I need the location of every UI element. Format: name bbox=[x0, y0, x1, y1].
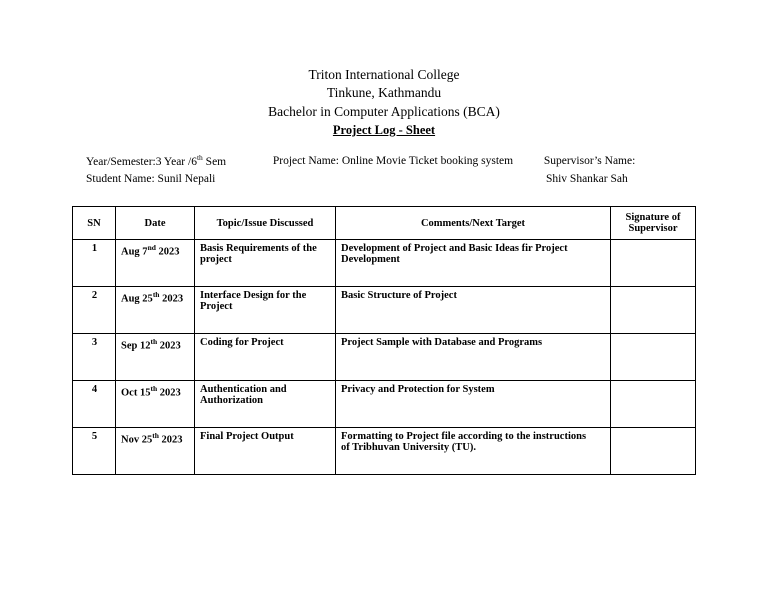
cell-comments-line1: Formatting to Project file according to the instructions bbox=[341, 431, 587, 443]
year-semester-tail: Sem bbox=[202, 155, 227, 168]
project-name: Project Name: Online Movie Ticket booking system bbox=[272, 155, 514, 168]
cell-sn: 5 bbox=[73, 428, 116, 475]
cell-comments bbox=[336, 428, 611, 475]
table-row bbox=[73, 334, 696, 381]
project-log-table bbox=[72, 206, 696, 475]
column-header-date: Date bbox=[116, 207, 195, 240]
cell-date-main: Sep 12 bbox=[121, 340, 151, 352]
cell-date-superscript: th bbox=[150, 384, 158, 394]
meta-block bbox=[0, 153, 768, 185]
cell-comments bbox=[336, 240, 611, 287]
college-name: Triton International College bbox=[308, 67, 460, 82]
cell-sn: 4 bbox=[73, 381, 116, 428]
cell-topic-line2: Authorization bbox=[200, 395, 263, 407]
column-header-topic: Topic/Issue Discussed bbox=[195, 207, 336, 240]
cell-date-main: Oct 15 bbox=[121, 387, 151, 399]
cell-date bbox=[116, 334, 195, 381]
cell-topic bbox=[195, 428, 336, 475]
column-header-sn: SN bbox=[73, 207, 116, 240]
cell-comments bbox=[336, 381, 611, 428]
cell-date-tail: 2023 bbox=[155, 246, 180, 258]
cell-date-tail: 2023 bbox=[158, 434, 183, 446]
cell-date-tail: 2023 bbox=[157, 387, 181, 399]
year-semester-superscript: th bbox=[196, 153, 203, 163]
cell-date bbox=[116, 287, 195, 334]
table-header-row bbox=[73, 207, 696, 240]
cell-date-main: Nov 25 bbox=[121, 434, 153, 446]
cell-date-tail: 2023 bbox=[159, 293, 184, 305]
cell-sn: 1 bbox=[73, 240, 116, 287]
table-row bbox=[73, 287, 696, 334]
year-semester-text: Year/Semester:3 Year /6 bbox=[86, 155, 197, 168]
college-address: Tinkune, Kathmandu bbox=[326, 85, 442, 101]
cell-topic-line1: Authentication and bbox=[200, 384, 287, 396]
document-header bbox=[0, 66, 768, 139]
meta-spacer bbox=[270, 171, 537, 188]
cell-topic bbox=[195, 334, 336, 381]
cell-signature bbox=[611, 240, 696, 287]
cell-sn: 3 bbox=[73, 334, 116, 381]
cell-date-main: Aug 25 bbox=[121, 293, 153, 305]
document-title: Project Log - Sheet bbox=[332, 123, 436, 138]
cell-date bbox=[116, 428, 195, 475]
cell-comments-line1: Project Sample with Database and Programs bbox=[341, 337, 543, 349]
cell-signature bbox=[611, 287, 696, 334]
student-name: Student Name: Sunil Nepali bbox=[86, 172, 216, 185]
cell-comments bbox=[336, 334, 611, 381]
cell-date bbox=[116, 240, 195, 287]
cell-comments-line2: of Tribhuvan University (TU). bbox=[341, 442, 476, 454]
cell-comments-line2: Development bbox=[341, 254, 400, 266]
cell-signature bbox=[611, 334, 696, 381]
cell-comments-line1: Development of Project and Basic Ideas fir Project bbox=[341, 243, 568, 255]
meta-row-top bbox=[86, 153, 684, 171]
cell-date bbox=[116, 381, 195, 428]
cell-signature bbox=[611, 381, 696, 428]
supervisor-name: Shiv Shankar Sah bbox=[545, 172, 628, 185]
cell-topic-line1: Interface Design for the bbox=[200, 290, 307, 302]
cell-topic-line2: project bbox=[200, 254, 232, 266]
cell-topic bbox=[195, 240, 336, 287]
cell-comments-line1: Basic Structure of Project bbox=[341, 290, 457, 302]
cell-comments-line1: Privacy and Protection for System bbox=[341, 384, 495, 396]
cell-date-main: Aug 7 bbox=[121, 246, 148, 258]
cell-topic-line1: Basis Requirements of the bbox=[200, 243, 317, 255]
year-semester bbox=[86, 153, 273, 171]
cell-topic-line1: Coding for Project bbox=[200, 337, 284, 349]
cell-comments bbox=[336, 287, 611, 334]
cell-date-superscript: th bbox=[150, 337, 158, 347]
cell-topic bbox=[195, 381, 336, 428]
cell-topic-line1: Final Project Output bbox=[200, 431, 294, 443]
table-header bbox=[73, 207, 696, 240]
cell-signature bbox=[611, 428, 696, 475]
cell-sn: 2 bbox=[73, 287, 116, 334]
table-row bbox=[73, 428, 696, 475]
cell-date-superscript: nd bbox=[147, 243, 156, 253]
cell-date-tail: 2023 bbox=[157, 340, 181, 352]
column-header-signature: Signature of Supervisor bbox=[611, 207, 696, 240]
cell-topic bbox=[195, 287, 336, 334]
cell-topic-line2: Project bbox=[200, 301, 233, 313]
supervisor-label: Supervisor’s Name: bbox=[543, 155, 636, 168]
table-row bbox=[73, 381, 696, 428]
program-name: Bachelor in Computer Applications (BCA) bbox=[268, 103, 500, 119]
meta-row-bottom bbox=[86, 171, 684, 188]
column-header-comments: Comments/Next Target bbox=[336, 207, 611, 240]
table-row bbox=[73, 240, 696, 287]
table-body bbox=[73, 240, 696, 475]
cell-date-superscript: th bbox=[152, 431, 159, 441]
cell-date-superscript: th bbox=[152, 290, 160, 300]
